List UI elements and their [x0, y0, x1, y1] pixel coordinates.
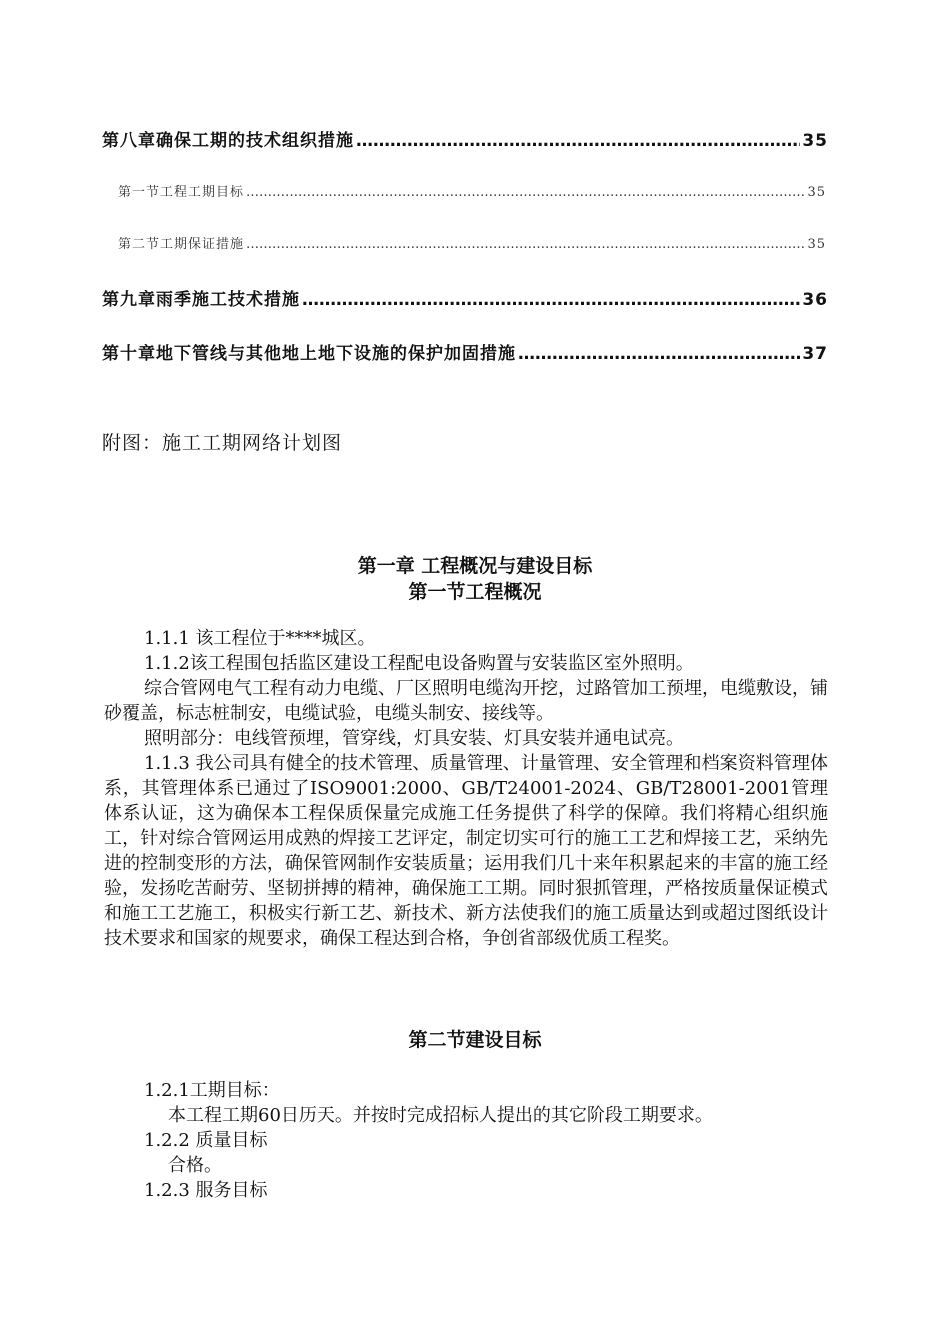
- toc-leader-dots: [246, 237, 805, 252]
- toc-leader-dots: [518, 344, 800, 364]
- paragraph-line: 1.1.2该工程围包括监区建设工程配电设备购置与安装监区室外照明。: [144, 653, 694, 674]
- toc-page-number: 35: [807, 185, 826, 200]
- paragraph-line: 照明部分：电线管预埋，管穿线，灯具安装、灯具安装并通电试亮。: [144, 728, 684, 749]
- toc-leader-dots: [302, 290, 800, 310]
- toc-entry-section-1[interactable]: [118, 181, 826, 200]
- toc-entry-title: 第十章地下管线与其他地上地下设施的保护加固措施: [102, 344, 516, 364]
- toc-entry-title: 第九章雨季施工技术措施: [102, 290, 300, 310]
- paragraph-text: 1.1.3 我公司具有健全的技术管理、质量管理、计量管理、安全管理和档案资料管理体系，其管理体系已通过了ISO9001:2000、GB/T24001-2024、GB/T28001-2001管理体系认证，这为确保本工程保质保量完成施工任务提供了科学的保障。我们将精心组织施工，针对综合管网运用成熟的焊接工艺评定，制定切实可行的施工工艺和焊接工艺，采纳先进的控制变形的方法，确保管网制作安装质量；运用我们几十来年积累起来的丰富的施工经验，发扬吃苦耐劳、坚韧拼搏的精神，确保施工工期。同时狠抓管理，严格按质量保证模式和施工工艺施工，积极实行新工艺、新技术、新方法使我们的施工质量达到或超过图纸设计技术要求和国家的规要求，确保工程达到合格，争创省部级优质工程奖。: [104, 753, 828, 949]
- goal-heading: 1.2.1工期目标：: [144, 1080, 280, 1101]
- toc-leader-dots: [356, 131, 800, 151]
- goal-text: 本工程工期60日历天。并按时完成招标人提出的其它阶段工期要求。: [168, 1105, 713, 1126]
- paragraph-text: 综合管网电气工程有动力电缆、厂区照明电缆沟开挖，过路管加工预埋，电缆敷设，铺砂覆盖，标志桩制安，电缆试验，电缆头制安、接线等。: [104, 678, 828, 724]
- paragraph: [104, 626, 828, 951]
- toc-page-number: 35: [802, 131, 828, 151]
- toc-page-number: 36: [802, 290, 828, 310]
- toc-entry-chapter-9[interactable]: [102, 285, 828, 310]
- goal-heading: 1.2.2 质量目标: [144, 1130, 268, 1151]
- toc-entry-section-2[interactable]: [118, 233, 826, 252]
- toc-leader-dots: [246, 185, 805, 200]
- section-title: 第二节建设目标: [408, 1029, 542, 1051]
- chapter-title: 第一章 工程概况与建设目标: [357, 555, 593, 577]
- section-title: 第一节工程概况: [408, 581, 542, 603]
- goal-heading: 1.2.3 服务目标: [144, 1180, 268, 1201]
- appendix-note: 附图：施工工期网络计划图: [102, 432, 343, 454]
- toc-entry-title: 第一节工程工期目标: [118, 185, 245, 200]
- toc-entry-chapter-8[interactable]: [102, 126, 828, 151]
- toc-page-number: 37: [802, 344, 828, 364]
- goal-text: 合格。: [168, 1155, 222, 1176]
- toc-page-number: 35: [807, 237, 826, 252]
- paragraph-line: 1.1.1 该工程位于****城区。: [144, 628, 376, 649]
- toc-entry-chapter-10[interactable]: [102, 339, 828, 364]
- toc-entry-title: 第八章确保工期的技术组织措施: [102, 131, 354, 151]
- toc-entry-title: 第二节工期保证措施: [118, 237, 245, 252]
